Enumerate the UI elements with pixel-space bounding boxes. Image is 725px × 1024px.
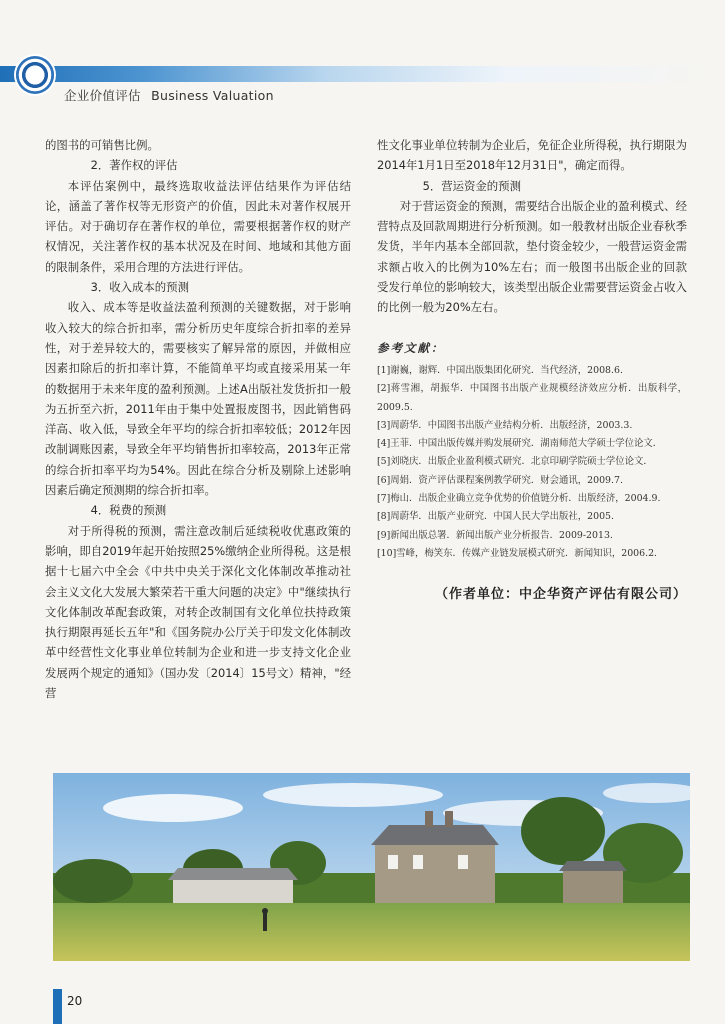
section-label [64,86,274,104]
left-column [45,135,351,703]
header-band [0,66,725,82]
reference-item: [3]周蔚华．中国图书出版产业结构分析．出版经济，2003.3. [377,419,633,431]
paragraph: 对于所得税的预测，需注意改制后延续税收优惠政策的影响，即自2019年起开始按照25%缴纳企业所得税。这是根据十七届六中全会《中共中央关于深化文化体制改革推动社会主义文化大发展大繁荣若干重大问题的决定》中"继续执行文化体制改革配套政策，对转企改制国有文化单位扶持政策执行期限再延长五年"和《国务院办公厅关于印发文化体制改革中经营性文化事业单位转制为企业和进一步支持文化企业发展两个规定的通知》（国办发〔2014〕15号文）精神，"经营 [45,523,351,701]
paragraph: 的图书的可销售比例。 [45,138,159,152]
reference-item: [9]新闻出版总署．新闻出版产业分析报告．2009-2013. [377,529,613,541]
reference-item: [6]周娟．资产评估课程案例教学研究．财会通讯，2009.7. [377,474,623,486]
paragraph: 对于营运资金的预测，需要结合出版企业的盈利模式、经营特点及回款周期进行分析预测。如一般教材出版企业春秋季发货，半年内基本全部回款，垫付资金较少，一般营运资金需求额占收入的比例为10%左右；而一般图书出版企业的回款受发行单位的影响较大，该类型出版企业需要营运资金占收入的比例一般为20%左右。 [377,198,687,315]
paragraph: 收入、成本等是收益法盈利预测的关键数据，对于影响收入较大的综合折扣率，需分析历史年度综合折扣率的差异性，对于差异较大的，需要核实了解异常的原因，并做相应因素扣除后的折扣率计算，不能简单平均或直接采用某一年的数据用于未来年度的盈利预测。上述A出版社发货折扣一般为五折至六折，2011年由于集中处置报废图书，因此销售码洋高、收入低，导致全年平均的综合折扣率较低；2012年因改制调账因素，导致全年平均销售折扣率较高，2013年正常的综合折扣率平均为54%。因此在综合分析及剔除上述影响因素后确定预测期的综合折扣率。 [45,300,351,498]
subheading-tax: 4．税费的预测 [90,503,167,518]
reference-item: [10]雪峰，梅笑东．传媒产业链发展模式研究．新闻知识，2006.2. [377,547,658,559]
page-number-bar [53,989,62,1024]
references-title: 参考文献： [377,340,445,355]
page-number: 20 [67,994,83,1008]
subheading-copyright: 2．著作权的评估 [90,158,178,173]
reference-item: [4]王菲．中国出版传媒并购发展研究．湖南师范大学硕士学位论文． [377,438,663,450]
right-column [377,135,687,606]
landscape-photo [53,773,690,961]
reference-item: [5]刘晓庆．出版企业盈利模式研究．北京印刷学院硕士学位论文． [377,456,653,468]
reference-item: [8]周蔚华．出版产业研究．中国人民大学出版社，2005. [377,511,614,523]
reference-item: [1]谢巍，谢辉．中国出版集团化研究．当代经济，2008.6. [377,364,623,376]
journal-logo-icon [16,56,54,94]
reference-item: [7]梅山．出版企业确立竞争优势的价值链分析．出版经济，2004.9. [377,493,661,505]
section-label-en: Business Valuation [151,88,274,103]
reference-item: [2]蒋雪湘，胡振华．中国图书出版产业规模经济效应分析．出版科学，2009.5. [377,383,687,413]
subheading-revenue-cost: 3．收入成本的预测 [90,280,189,295]
section-label-cn: 企业价值评估 [64,88,141,103]
paragraph: 本评估案例中，最终选取收益法评估结果作为评估结论，涵盖了著作权等无形资产的价值，因此未对著作权展开评估。对于确切存在著作权的单位，需要根据著作权的财产权情况，关注著作权的基本状况及在时间、地域和其他方面的限制条件，采用合理的方法进行评估。 [45,178,351,274]
paragraph: 性文化事业单位转制为企业后，免征企业所得税，执行期限为2014年1月1日至2018年12月31日"，确定而得。 [377,138,687,173]
references-list [377,362,687,563]
subheading-working-capital: 5．营运资金的预测 [422,178,521,193]
author-affiliation: （作者单位：中企华资产评估有限公司） [434,587,687,603]
